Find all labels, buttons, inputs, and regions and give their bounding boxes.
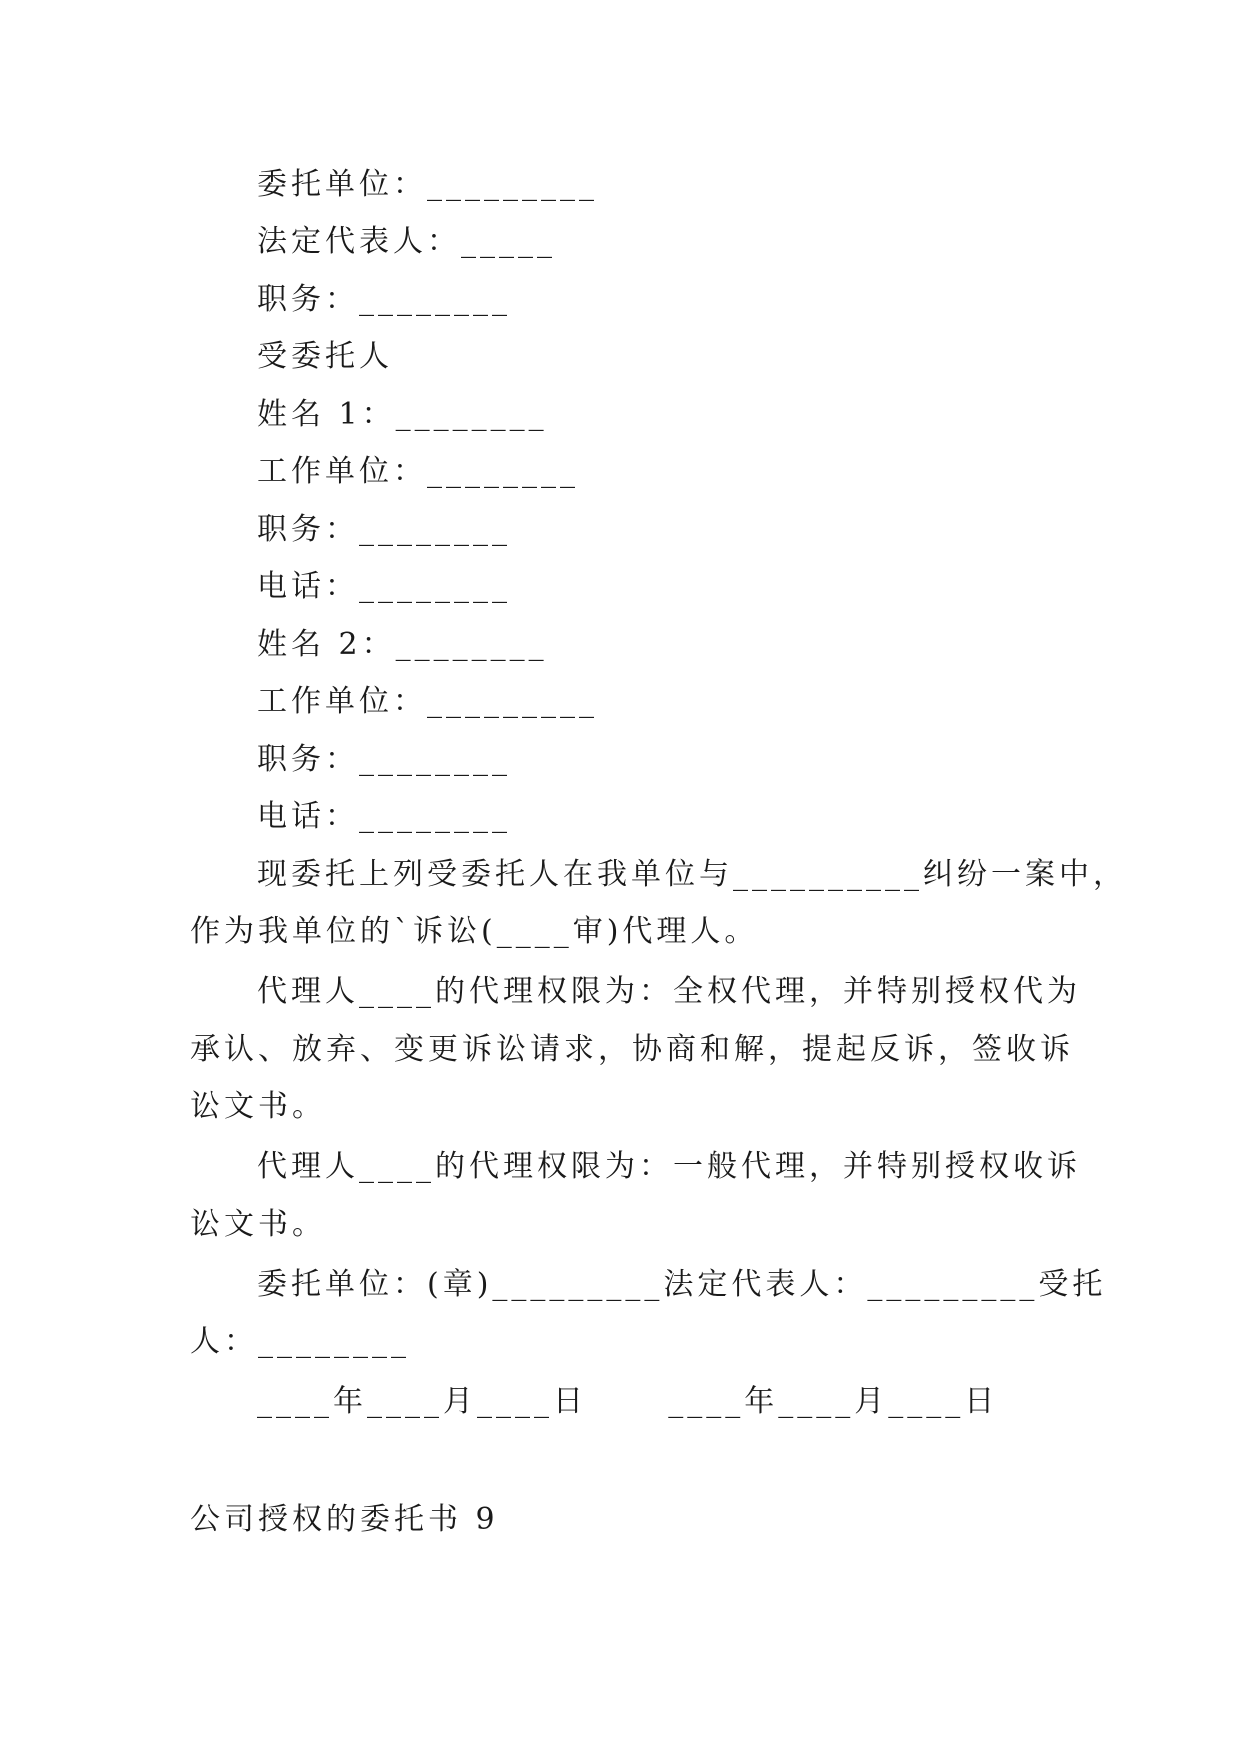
- trustee-heading: 受委托人: [257, 339, 393, 374]
- name-2-field: 姓名 2：________: [257, 627, 548, 662]
- name-1-field: 姓名 1：________: [257, 397, 548, 432]
- full-authority-paragraph-line-3: 讼文书。: [190, 1089, 326, 1124]
- work-unit-1-field: 工作单位：________: [257, 454, 579, 489]
- full-authority-paragraph-line-1: 代理人____的代理权限为：全权代理，并特别授权代为: [257, 974, 1081, 1009]
- signature-line-1: 委托单位：(章)_________法定代表人：_________受托: [257, 1267, 1107, 1302]
- legal-representative-field: 法定代表人：_____: [257, 224, 556, 259]
- delegation-paragraph-line-1: 现委托上列受委托人在我单位与__________纠纷一案中，: [257, 857, 1127, 892]
- phone-1-field: 电话：________: [257, 569, 511, 604]
- next-section-title: 公司授权的委托书 9: [190, 1502, 499, 1537]
- full-authority-paragraph-line-2: 承认、放弃、变更诉讼请求，协商和解，提起反诉，签收诉: [190, 1032, 1074, 1067]
- general-authority-paragraph-line-1: 代理人____的代理权限为：一般代理，并特别授权收诉: [257, 1149, 1081, 1184]
- phone-2-field: 电话：________: [257, 799, 511, 834]
- general-authority-paragraph-line-2: 讼文书。: [190, 1207, 326, 1242]
- work-unit-2-field: 工作单位：_________: [257, 684, 598, 719]
- position-1-field: 职务：________: [257, 512, 511, 547]
- position-field: 职务：________: [257, 282, 511, 317]
- delegation-paragraph-line-2: 作为我单位的`诉讼(____审)代理人。: [190, 914, 759, 949]
- delegating-unit-field: 委托单位：_________: [257, 167, 598, 202]
- signature-line-2: 人：________: [190, 1324, 410, 1359]
- date-line: ____年____月____日 ____年____月____日: [257, 1384, 999, 1419]
- position-2-field: 职务：________: [257, 742, 511, 777]
